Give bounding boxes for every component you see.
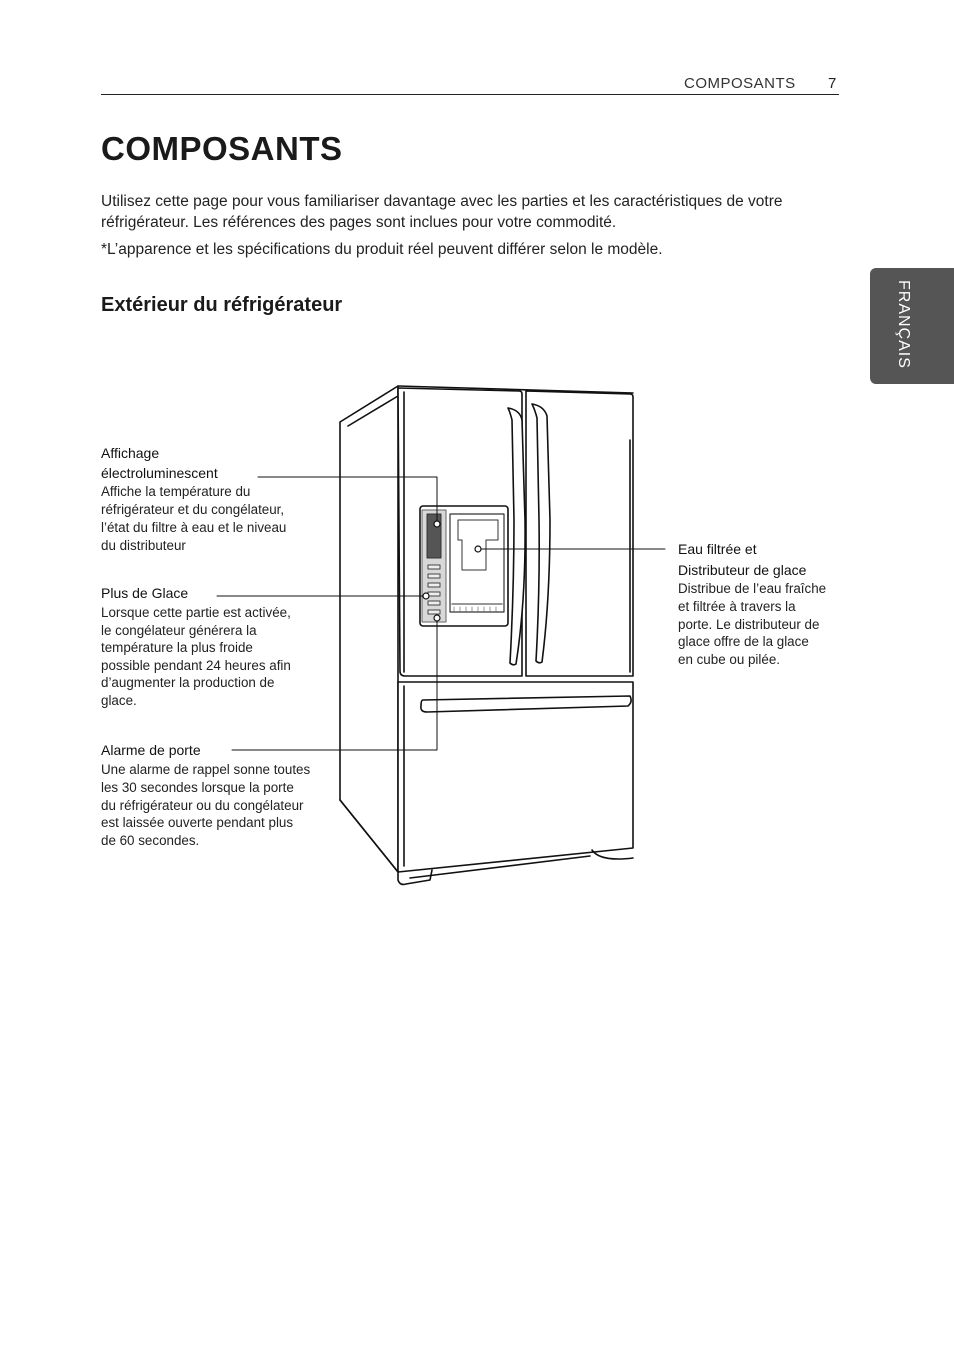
callout-display-desc-4: du distributeur <box>101 538 186 553</box>
callout-display-desc-3: l’état du filtre à eau et le niveau <box>101 520 287 535</box>
callout-door-alarm-desc-1: Une alarme de rappel sonne toutes <box>101 762 311 777</box>
section-subtitle: Extérieur du réfrigérateur <box>101 294 343 316</box>
intro-line-2: réfrigérateur. Les références des pages sont inclues pour votre commodité. <box>101 214 617 231</box>
callout-ice-plus-desc-2: le congélateur générera la <box>101 623 257 638</box>
callout-dispenser-desc-1: Distribue de l’eau fraîche <box>678 581 827 596</box>
page-title: COMPOSANTS <box>101 130 343 167</box>
page-number: 7 <box>828 75 837 92</box>
callout-dispenser-label-2: Distributeur de glace <box>678 562 807 578</box>
callout-ice-plus-desc-4: possible pendant 24 heures afin <box>101 658 291 673</box>
callout-ice-plus-desc-1: Lorsque cette partie est activée, <box>101 605 291 620</box>
callout-door-alarm-label: Alarme de porte <box>101 742 201 758</box>
callout-door-alarm-desc-4: est laissée ouverte pendant plus <box>101 815 294 830</box>
running-header-section: COMPOSANTS <box>684 75 796 92</box>
callout-ice-plus-label: Plus de Glace <box>101 585 189 601</box>
intro-line-1: Utilisez cette page pour vous familiariser davantage avec les parties et les caractéristiques de votre <box>101 193 783 210</box>
language-tab-label: FRANÇAIS <box>895 280 912 369</box>
callout-ice-plus-desc-6: glace. <box>101 693 137 708</box>
callout-dispenser-desc-5: en cube ou pilée. <box>678 652 780 667</box>
callout-door-alarm-desc-3: du réfrigérateur ou du congélateur <box>101 798 304 813</box>
intro-note: *L’apparence et les spécifications du produit réel peuvent différer selon le modèle. <box>101 241 663 258</box>
callout-display-label-1: Affichage <box>101 445 160 461</box>
callout-door-alarm-desc-5: de 60 secondes. <box>101 833 200 848</box>
callout-dispenser-desc-3: porte. Le distributeur de <box>678 617 820 632</box>
callout-dispenser-desc-2: et filtrée à travers la <box>678 599 796 614</box>
callout-display-desc-2: réfrigérateur et du congélateur, <box>101 502 285 517</box>
callout-ice-plus-desc-3: température la plus froide <box>101 640 253 655</box>
callout-door-alarm-desc-2: les 30 secondes lorsque la porte <box>101 780 294 795</box>
callout-display-label-2: électroluminescent <box>101 465 218 481</box>
callout-dispenser-label-1: Eau filtrée et <box>678 541 757 557</box>
callout-display-desc-1: Affiche la température du <box>101 484 251 499</box>
callout-ice-plus-desc-5: d’augmenter la production de <box>101 675 275 690</box>
callout-dispenser-desc-4: glace offre de la glace <box>678 634 809 649</box>
